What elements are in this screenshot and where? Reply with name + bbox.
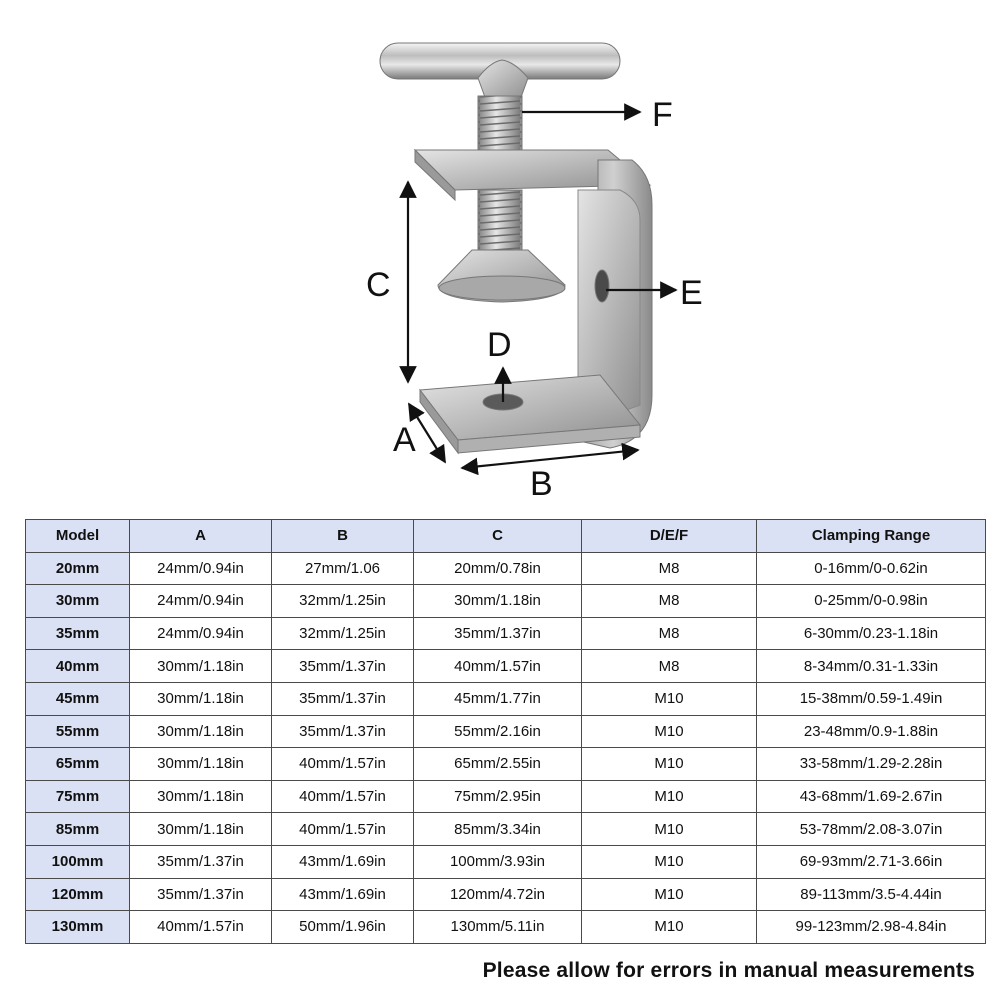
cell-model: 55mm — [26, 715, 130, 748]
cell-model: 45mm — [26, 682, 130, 715]
table-row — [26, 682, 986, 715]
cell-def: M8 — [582, 650, 757, 683]
table-row — [26, 911, 986, 944]
cell-clamping-range: 33-58mm/1.29-2.28in — [757, 748, 986, 781]
table-row — [26, 748, 986, 781]
table-header-row — [26, 520, 986, 553]
cell-b: 35mm/1.37in — [272, 715, 414, 748]
cell-c: 75mm/2.95in — [414, 780, 582, 813]
cell-c: 65mm/2.55in — [414, 748, 582, 781]
table-row — [26, 650, 986, 683]
table-row — [26, 617, 986, 650]
cell-b: 40mm/1.57in — [272, 780, 414, 813]
cell-model: 30mm — [26, 585, 130, 618]
label-d: D — [487, 326, 512, 364]
cell-c: 35mm/1.37in — [414, 617, 582, 650]
table-row — [26, 585, 986, 618]
cell-clamping-range: 0-25mm/0-0.98in — [757, 585, 986, 618]
table-row — [26, 878, 986, 911]
cell-model: 65mm — [26, 748, 130, 781]
table-row — [26, 780, 986, 813]
cell-b: 32mm/1.25in — [272, 585, 414, 618]
measurement-note: Please allow for errors in manual measurements — [482, 959, 975, 982]
cell-def: M10 — [582, 682, 757, 715]
cell-def: M8 — [582, 585, 757, 618]
cell-a: 30mm/1.18in — [130, 748, 272, 781]
cell-model: 130mm — [26, 911, 130, 944]
cell-def: M10 — [582, 911, 757, 944]
header-a: A — [130, 520, 272, 553]
cell-c: 30mm/1.18in — [414, 585, 582, 618]
cell-clamping-range: 43-68mm/1.69-2.67in — [757, 780, 986, 813]
cell-model: 20mm — [26, 552, 130, 585]
cell-clamping-range: 8-34mm/0.31-1.33in — [757, 650, 986, 683]
header-clamping-range: Clamping Range — [757, 520, 986, 553]
cell-c: 55mm/2.16in — [414, 715, 582, 748]
cell-b: 40mm/1.57in — [272, 748, 414, 781]
label-b: B — [530, 465, 553, 503]
label-e: E — [680, 274, 703, 312]
cell-a: 30mm/1.18in — [130, 813, 272, 846]
cell-model: 75mm — [26, 780, 130, 813]
cell-a: 30mm/1.18in — [130, 780, 272, 813]
cell-a: 24mm/0.94in — [130, 552, 272, 585]
cell-model: 40mm — [26, 650, 130, 683]
header-def: D/E/F — [582, 520, 757, 553]
cell-def: M8 — [582, 617, 757, 650]
cell-model: 85mm — [26, 813, 130, 846]
spec-table — [25, 519, 986, 944]
cell-b: 43mm/1.69in — [272, 845, 414, 878]
cell-clamping-range: 0-16mm/0-0.62in — [757, 552, 986, 585]
header-b: B — [272, 520, 414, 553]
cell-def: M10 — [582, 715, 757, 748]
cell-def: M10 — [582, 845, 757, 878]
table-row — [26, 845, 986, 878]
cell-clamping-range: 15-38mm/0.59-1.49in — [757, 682, 986, 715]
cell-b: 35mm/1.37in — [272, 682, 414, 715]
cell-a: 40mm/1.57in — [130, 911, 272, 944]
cell-a: 30mm/1.18in — [130, 715, 272, 748]
table-row — [26, 552, 986, 585]
cell-a: 30mm/1.18in — [130, 650, 272, 683]
cell-clamping-range: 53-78mm/2.08-3.07in — [757, 813, 986, 846]
table-body — [26, 552, 986, 943]
cell-c: 20mm/0.78in — [414, 552, 582, 585]
label-a: A — [393, 421, 416, 459]
cell-model: 100mm — [26, 845, 130, 878]
cell-a: 24mm/0.94in — [130, 617, 272, 650]
cell-a: 35mm/1.37in — [130, 845, 272, 878]
cell-b: 27mm/1.06 — [272, 552, 414, 585]
cell-a: 35mm/1.37in — [130, 878, 272, 911]
cell-def: M10 — [582, 780, 757, 813]
label-f: F — [652, 96, 673, 134]
header-model: Model — [26, 520, 130, 553]
cell-c: 45mm/1.77in — [414, 682, 582, 715]
label-c: C — [366, 266, 391, 304]
cell-a: 30mm/1.18in — [130, 682, 272, 715]
cell-clamping-range: 69-93mm/2.71-3.66in — [757, 845, 986, 878]
cell-c: 40mm/1.57in — [414, 650, 582, 683]
cell-def: M10 — [582, 813, 757, 846]
cell-c: 85mm/3.34in — [414, 813, 582, 846]
cell-clamping-range: 99-123mm/2.98-4.84in — [757, 911, 986, 944]
table-row — [26, 813, 986, 846]
cell-a: 24mm/0.94in — [130, 585, 272, 618]
cell-c: 130mm/5.11in — [414, 911, 582, 944]
cell-def: M8 — [582, 552, 757, 585]
cell-def: M10 — [582, 748, 757, 781]
cell-clamping-range: 23-48mm/0.9-1.88in — [757, 715, 986, 748]
cell-clamping-range: 89-113mm/3.5-4.44in — [757, 878, 986, 911]
cell-model: 120mm — [26, 878, 130, 911]
cell-c: 100mm/3.93in — [414, 845, 582, 878]
cell-b: 50mm/1.96in — [272, 911, 414, 944]
table-row — [26, 715, 986, 748]
cell-b: 35mm/1.37in — [272, 650, 414, 683]
cell-b: 43mm/1.69in — [272, 878, 414, 911]
cell-clamping-range: 6-30mm/0.23-1.18in — [757, 617, 986, 650]
cell-b: 40mm/1.57in — [272, 813, 414, 846]
cell-c: 120mm/4.72in — [414, 878, 582, 911]
cell-model: 35mm — [26, 617, 130, 650]
header-c: C — [414, 520, 582, 553]
clamp-illustration — [380, 43, 652, 453]
cell-b: 32mm/1.25in — [272, 617, 414, 650]
cell-def: M10 — [582, 878, 757, 911]
